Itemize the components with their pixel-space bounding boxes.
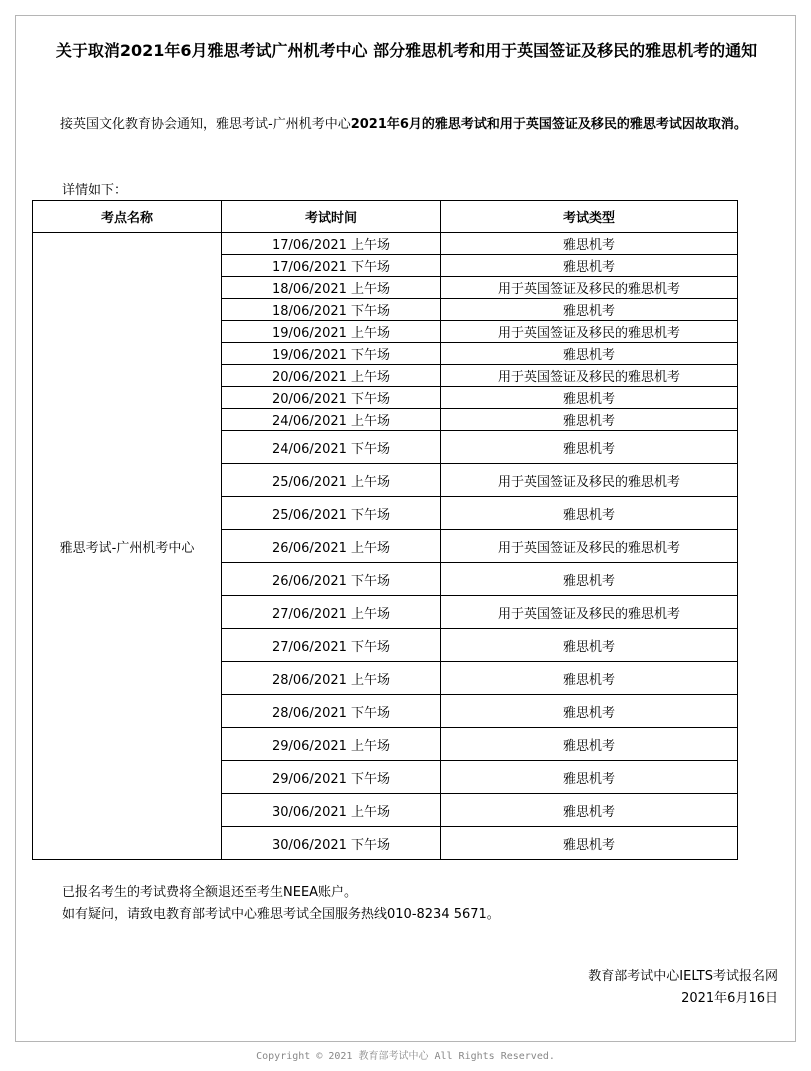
time-cell: 27/06/2021 上午场 [222, 596, 441, 629]
type-cell: 雅思机考 [441, 497, 738, 530]
time-cell: 30/06/2021 下午场 [222, 827, 441, 860]
notes [62, 882, 500, 926]
details-label: 详情如下： [62, 183, 128, 198]
time-cell: 19/06/2021 上午场 [222, 321, 441, 343]
time-cell: 19/06/2021 下午场 [222, 343, 441, 365]
type-cell: 用于英国签证及移民的雅思机考 [441, 596, 738, 629]
copyright-footer: Copyright © 2021 教育部考试中心 All Rights Reserved. [256, 1051, 555, 1062]
signature [588, 966, 778, 1010]
location-cell: 雅思考试-广州机考中心 [33, 233, 222, 860]
time-cell: 25/06/2021 下午场 [222, 497, 441, 530]
notice-page [15, 15, 796, 1042]
hotline-note: 如有疑问，请致电教育部考试中心雅思考试全国服务热线010-8234 5671。 [62, 907, 500, 922]
type-cell: 雅思机考 [441, 563, 738, 596]
time-cell: 28/06/2021 上午场 [222, 662, 441, 695]
time-cell: 29/06/2021 上午场 [222, 728, 441, 761]
intro-bold-text: 2021年6月的雅思考试和用于英国签证及移民的雅思考试因故取消。 [350, 117, 747, 132]
time-cell: 26/06/2021 下午场 [222, 563, 441, 596]
type-cell: 用于英国签证及移民的雅思机考 [441, 321, 738, 343]
type-cell: 雅思机考 [441, 761, 738, 794]
time-cell: 28/06/2021 下午场 [222, 695, 441, 728]
header-time: 考试时间 [222, 201, 441, 233]
time-cell: 27/06/2021 下午场 [222, 629, 441, 662]
header-type: 考试类型 [441, 201, 738, 233]
refund-note: 已报名考生的考试费将全额退还至考生NEEA账户。 [62, 885, 358, 900]
type-cell: 雅思机考 [441, 233, 738, 255]
type-cell: 雅思机考 [441, 827, 738, 860]
intro-paragraph [32, 114, 780, 136]
type-cell: 雅思机考 [441, 662, 738, 695]
type-cell: 雅思机考 [441, 794, 738, 827]
signature-org: 教育部考试中心IELTS考试报名网 [588, 969, 778, 984]
table-body [33, 233, 738, 860]
time-cell: 20/06/2021 下午场 [222, 387, 441, 409]
time-cell: 24/06/2021 上午场 [222, 409, 441, 431]
time-cell: 20/06/2021 上午场 [222, 365, 441, 387]
header-location: 考点名称 [33, 201, 222, 233]
time-cell: 26/06/2021 上午场 [222, 530, 441, 563]
type-cell: 用于英国签证及移民的雅思机考 [441, 277, 738, 299]
time-cell: 17/06/2021 上午场 [222, 233, 441, 255]
cancellation-table [32, 200, 738, 860]
table-header-row [33, 201, 738, 233]
type-cell: 雅思机考 [441, 299, 738, 321]
table-row [33, 233, 738, 255]
type-cell: 用于英国签证及移民的雅思机考 [441, 464, 738, 497]
type-cell: 雅思机考 [441, 431, 738, 464]
type-cell: 用于英国签证及移民的雅思机考 [441, 365, 738, 387]
time-cell: 25/06/2021 上午场 [222, 464, 441, 497]
type-cell: 雅思机考 [441, 695, 738, 728]
time-cell: 18/06/2021 下午场 [222, 299, 441, 321]
time-cell: 29/06/2021 下午场 [222, 761, 441, 794]
intro-text: 接英国文化教育协会通知，雅思考试-广州机考中心 [60, 117, 351, 132]
time-cell: 30/06/2021 上午场 [222, 794, 441, 827]
time-cell: 24/06/2021 下午场 [222, 431, 441, 464]
signature-date: 2021年6月16日 [681, 991, 778, 1006]
notice-title: 关于取消2021年6月雅思考试广州机考中心 部分雅思机考和用于英国签证及移民的雅思机考的通知 [55, 41, 758, 60]
type-cell: 雅思机考 [441, 629, 738, 662]
type-cell: 雅思机考 [441, 255, 738, 277]
type-cell: 雅思机考 [441, 387, 738, 409]
type-cell: 用于英国签证及移民的雅思机考 [441, 530, 738, 563]
type-cell: 雅思机考 [441, 728, 738, 761]
type-cell: 雅思机考 [441, 409, 738, 431]
time-cell: 18/06/2021 上午场 [222, 277, 441, 299]
type-cell: 雅思机考 [441, 343, 738, 365]
time-cell: 17/06/2021 下午场 [222, 255, 441, 277]
